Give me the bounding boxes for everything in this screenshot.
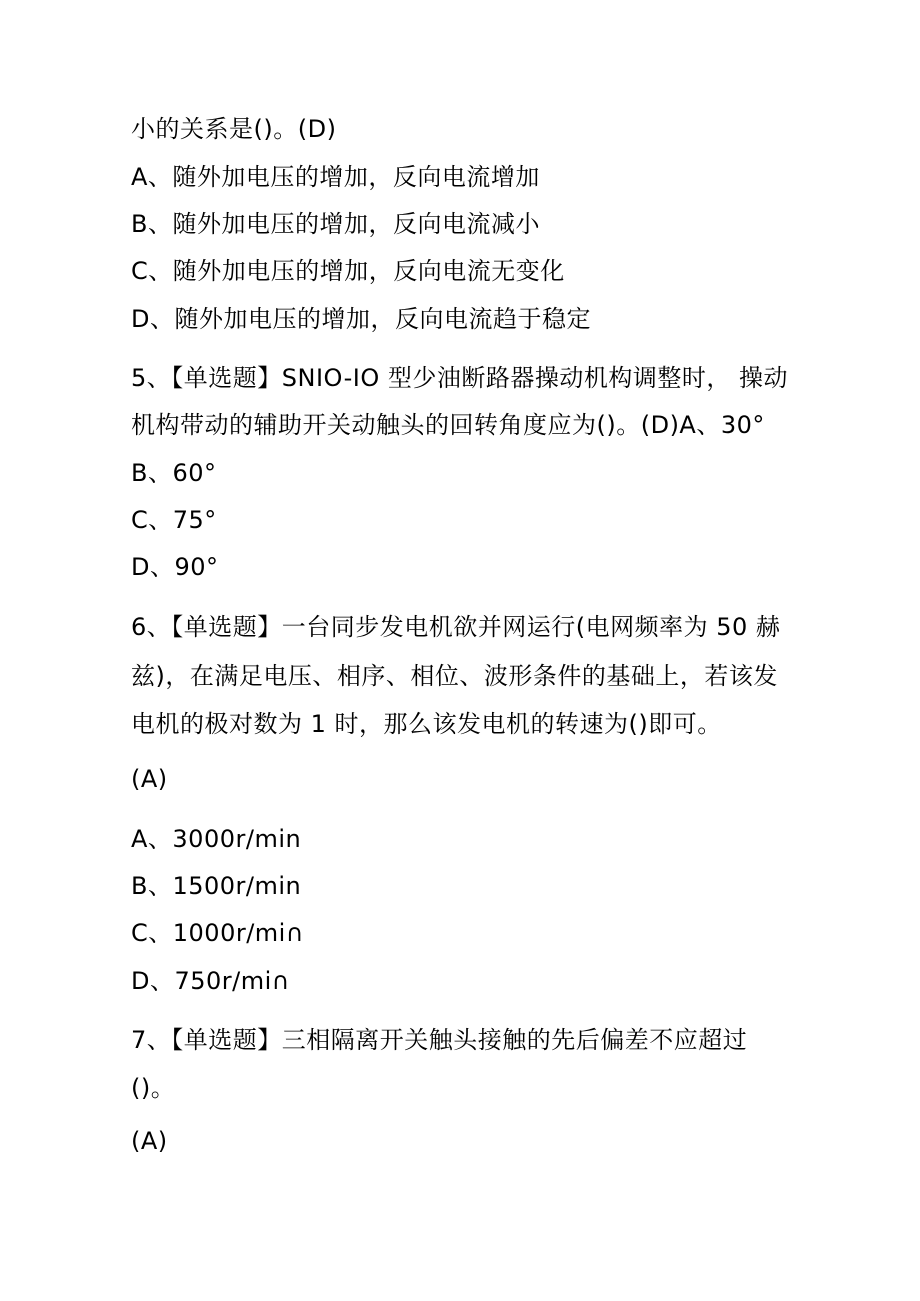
question-5-option-c: C、75° bbox=[131, 506, 217, 534]
question-6-stem-line-3: 电机的极对数为 1 时，那么该发电机的转速为()即可。 bbox=[131, 710, 722, 738]
question-4-option-a: A、随外加电压的增加，反向电流增加 bbox=[131, 163, 540, 191]
question-6-answer: (A) bbox=[131, 765, 168, 793]
question-7-stem-line-1: 7、【单选题】三相隔离开关触头接触的先后偏差不应超过 bbox=[131, 1026, 748, 1054]
question-4-option-c: C、随外加电压的增加，反向电流无变化 bbox=[131, 257, 565, 285]
question-5-option-b: B、60° bbox=[131, 459, 217, 487]
question-4-option-b: B、随外加电压的增加，反向电流减小 bbox=[131, 210, 540, 238]
question-6-option-a: A、3000r∕min bbox=[131, 825, 302, 853]
question-7-stem-line-2: ()。 bbox=[131, 1074, 176, 1102]
question-5-option-d: D、90° bbox=[131, 553, 219, 581]
question-6-option-c: C、1000r∕mi∩ bbox=[131, 919, 304, 947]
question-4-option-d: D、随外加电压的增加，反向电流趋于稳定 bbox=[131, 305, 591, 333]
question-4-stem-tail: 小的关系是()。(D) bbox=[131, 115, 337, 143]
question-6-option-b: B、1500r∕min bbox=[131, 872, 302, 900]
question-5-stem-line-2: 机构带动的辅助开关动触头的回转角度应为()。(D)A、30° bbox=[131, 411, 765, 439]
question-6-stem-line-2: 兹)，在满足电压、相序、相位、波形条件的基础上，若该发 bbox=[131, 662, 778, 690]
question-5-stem-line-1: 5、【单选题】SNIO-IO 型少油断路器操动机构调整时， 操动 bbox=[131, 364, 788, 392]
question-7-answer: (A) bbox=[131, 1127, 168, 1155]
question-6-option-d: D、750r∕mi∩ bbox=[131, 967, 290, 995]
question-6-stem-line-1: 6、【单选题】一台同步发电机欲并网运行(电网频率为 50 赫 bbox=[131, 613, 781, 641]
